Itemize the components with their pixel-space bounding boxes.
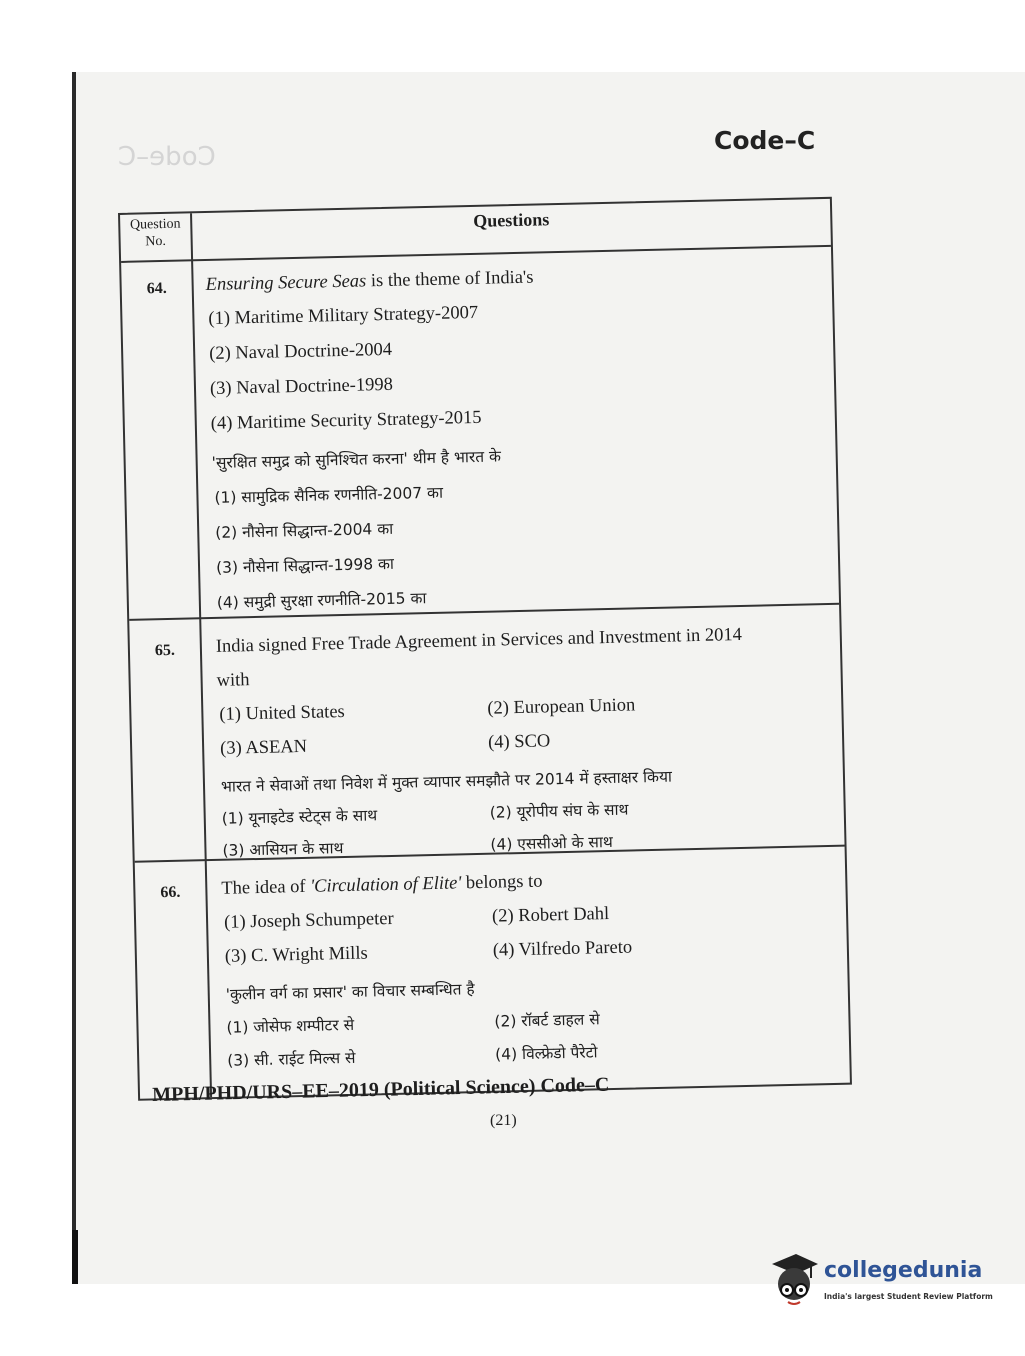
scan-edge	[72, 72, 76, 1284]
option: (3) C. Wright Mills	[224, 943, 368, 967]
hindi-option: (1) सामुद्रिक सैनिक रणनीति-2007 का	[214, 483, 444, 507]
hindi-option: (3) आसियन के साथ	[222, 839, 344, 860]
hindi-option: (4) समुद्री सुरक्षा रणनीति-2015 का	[216, 589, 427, 612]
scan-edge-dark	[72, 1230, 78, 1284]
logo-wordmark: collegedunia	[824, 1258, 983, 1283]
hindi-option: (2) यूरोपीय संघ के साथ	[489, 800, 629, 822]
stem-text: The idea of	[221, 876, 311, 899]
mascot-icon	[766, 1250, 822, 1312]
option: (1) Joseph Schumpeter	[223, 908, 394, 933]
question-stem: India signed Free Trade Agreement in Services and Investment in 2014	[215, 624, 743, 657]
option: (2) Naval Doctrine-2004	[208, 339, 393, 364]
question-number: 64.	[146, 279, 167, 298]
hindi-option: (1) यूनाइटेड स्टेट्स के साथ	[221, 806, 378, 828]
hindi-option: (1) जोसेफ शम्पीटर से	[226, 1015, 355, 1037]
option: (4) Vilfredo Pareto	[492, 937, 633, 961]
exam-footer: MPH/PHD/URS–EE–2019 (Political Science) Code–C	[152, 1073, 610, 1106]
option: (3) Naval Doctrine-1998	[209, 374, 394, 399]
question-stem-continued: with	[216, 670, 250, 691]
hindi-stem: 'सुरक्षित समुद्र को सुनिश्चित करना' थीम है भारत के	[211, 447, 502, 472]
question-number: 65.	[154, 641, 176, 660]
question-table	[118, 197, 852, 1101]
hindi-option: (4) एससीओ के साथ	[490, 832, 614, 854]
hindi-option: (2) रॉबर्ट डाहल से	[494, 1010, 600, 1031]
collegedunia-logo[interactable]	[766, 1250, 996, 1320]
hindi-option: (2) नौसेना सिद्धान्त-2004 का	[215, 519, 394, 542]
hindi-stem: 'कुलीन वर्ग का प्रसार' का विचार सम्बन्धित है	[225, 980, 475, 1004]
page-number: (21)	[490, 1112, 517, 1129]
stem-italic: 'Circulation of Elite'	[309, 873, 462, 897]
question-stem	[221, 872, 543, 900]
stem-text: belongs to	[461, 871, 543, 894]
option: (2) European Union	[487, 695, 636, 719]
paper-code: Code–C	[714, 126, 816, 155]
hindi-option: (4) विल्फ्रेडो पैरेटो	[494, 1043, 598, 1064]
option: (2) Robert Dahl	[491, 904, 610, 927]
hindi-option: (3) सी. राईट मिल्स से	[227, 1048, 356, 1070]
bleed-through-code: Code–C	[118, 142, 216, 172]
option: (3) ASEAN	[219, 736, 308, 759]
option: (1) United States	[219, 701, 345, 725]
header-divider	[121, 245, 831, 263]
logo-tagline: India's largest Student Review Platform	[824, 1292, 993, 1301]
option: (4) SCO	[487, 731, 551, 753]
hindi-option: (3) नौसेना सिद्धान्त-1998 का	[215, 554, 395, 577]
question-number: 66.	[160, 883, 181, 902]
stem-italic: Ensuring Secure Seas	[205, 271, 367, 296]
stem-text: is the theme of India's	[366, 267, 534, 292]
question-stem	[205, 268, 533, 296]
option: (1) Maritime Military Strategy-2007	[208, 302, 479, 329]
column-header-question-no: Question No.	[129, 216, 181, 250]
column-header-questions: Questions	[473, 209, 550, 231]
hindi-stem: भारत ने सेवाओं तथा निवेश में मुक्त व्यापार समझौते पर 2014 में हस्ताक्षर किया	[220, 767, 673, 796]
option: (4) Maritime Security Strategy-2015	[210, 407, 482, 434]
